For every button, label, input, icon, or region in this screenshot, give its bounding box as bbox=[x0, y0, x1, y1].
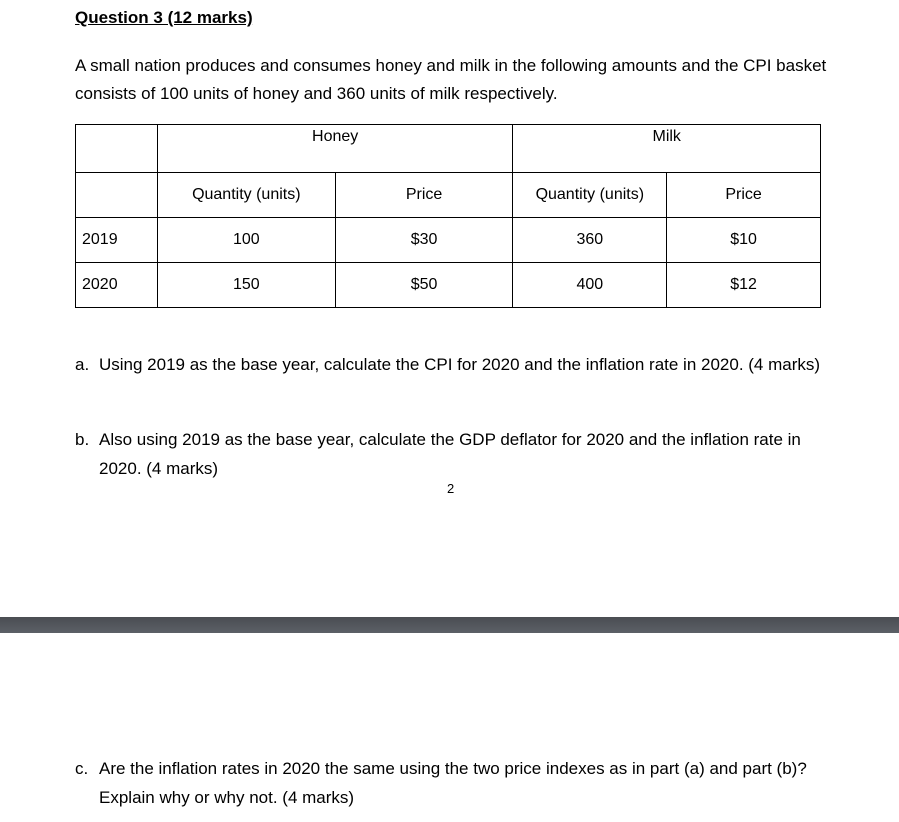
page-number: 2 bbox=[447, 481, 455, 496]
question-part-b bbox=[75, 425, 845, 483]
cell-honey-quantity: 100 bbox=[157, 218, 335, 263]
table-group-header-row bbox=[76, 125, 821, 173]
question-intro: A small nation produces and consumes honey and milk in the following amounts and the CPI basket consists of 100 units of honey and 360 units of milk respectively. bbox=[75, 56, 827, 103]
column-header-honey-price: Price bbox=[335, 173, 513, 218]
column-header-honey-quantity: Quantity (units) bbox=[157, 173, 335, 218]
cell-honey-price: $50 bbox=[335, 263, 513, 308]
part-a-letter: a. bbox=[75, 355, 90, 374]
row-year: 2019 bbox=[76, 218, 158, 263]
cell-milk-price: $12 bbox=[667, 263, 821, 308]
part-b-text: Also using 2019 as the base year, calculate the GDP deflator for 2020 and the inflation rate in 2020. (4 marks) bbox=[99, 430, 801, 478]
column-header-milk-price: Price bbox=[667, 173, 821, 218]
group-header-honey: Honey bbox=[157, 125, 512, 173]
table-column-header-row bbox=[76, 173, 821, 218]
table-empty-cell bbox=[76, 125, 158, 173]
cell-milk-price: $10 bbox=[667, 218, 821, 263]
part-a-text: Using 2019 as the base year, calculate the CPI for 2020 and the inflation rate in 2020. (4 marks) bbox=[99, 355, 821, 374]
table-empty-cell bbox=[76, 173, 158, 218]
part-c-letter: c. bbox=[75, 759, 89, 778]
question-title: Question 3 (12 marks) bbox=[75, 8, 253, 27]
cell-milk-quantity: 400 bbox=[513, 263, 667, 308]
part-b-letter: b. bbox=[75, 430, 90, 449]
group-header-milk: Milk bbox=[513, 125, 821, 173]
column-header-milk-quantity: Quantity (units) bbox=[513, 173, 667, 218]
question-part-c bbox=[75, 754, 845, 812]
table-row bbox=[76, 263, 821, 308]
cell-honey-quantity: 150 bbox=[157, 263, 335, 308]
part-c-text: Are the inflation rates in 2020 the same using the two price indexes as in part (a) and part (b)? Explain why or why not. (4 marks) bbox=[99, 759, 807, 807]
table-row bbox=[76, 218, 821, 263]
row-year: 2020 bbox=[76, 263, 158, 308]
question-part-a bbox=[75, 350, 845, 379]
page-break-divider bbox=[0, 617, 899, 633]
data-table bbox=[75, 124, 821, 308]
cell-milk-quantity: 360 bbox=[513, 218, 667, 263]
cell-honey-price: $30 bbox=[335, 218, 513, 263]
